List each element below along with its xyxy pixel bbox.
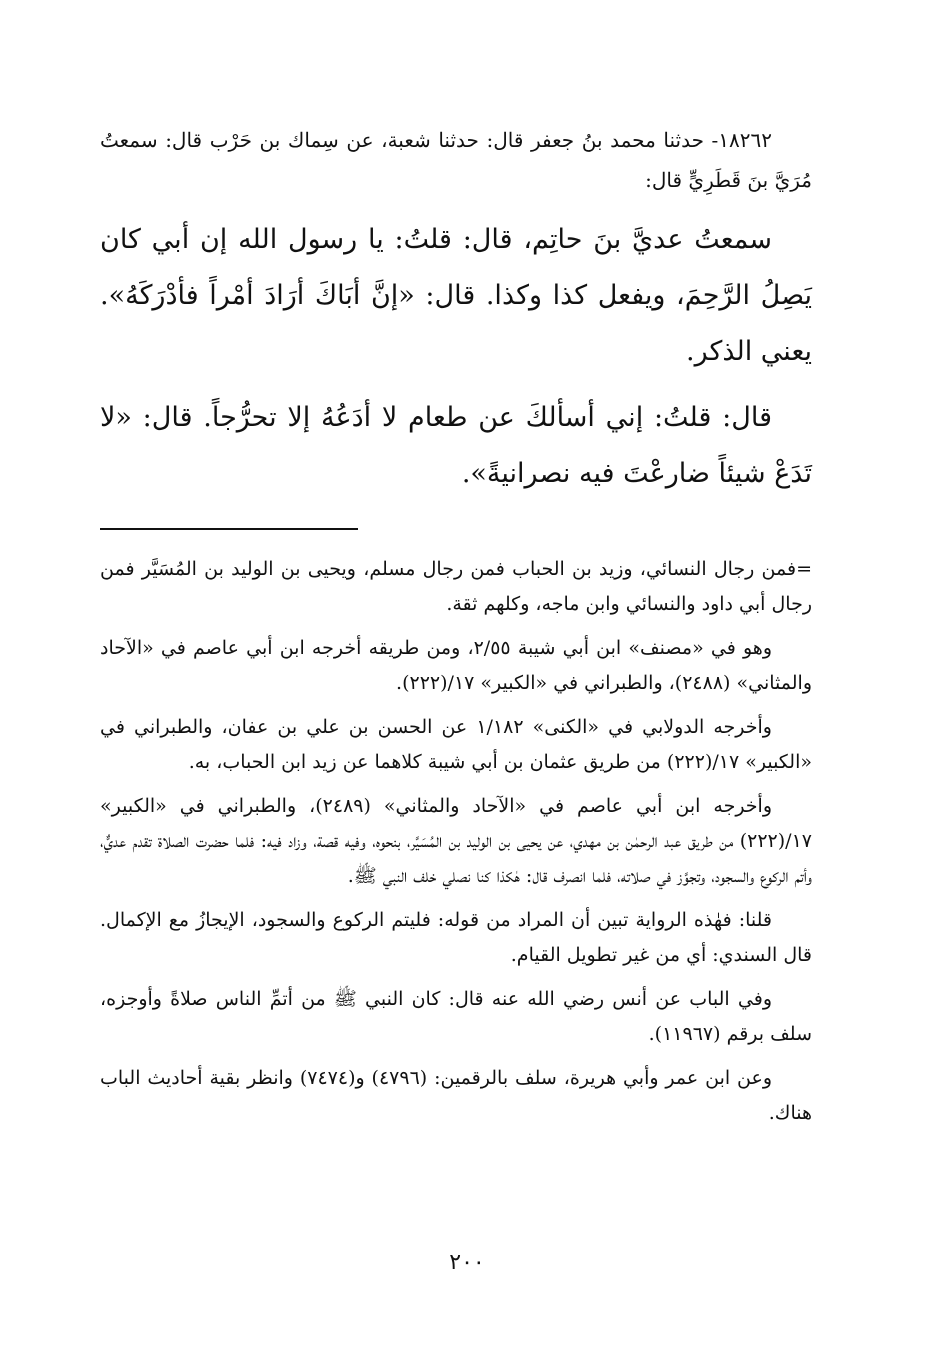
footnote-4: وأخرجه ابن أبي عاصم في «الآحاد والمثاني» (٢٤٨٩)، والطبراني في «الكبير» ١٧/(٢٢٢) من طريق عبد الرحمٰن بن مهدي، عن يحيى بن الوليد بن المُسَيَّر، بنحوه، وفيه قصة، وزاد فيه: فلما حضرت الصلاة تقدم عديٌّ، وأتم الركوع والسجود، وتجوَّز في صلاته، فلما انصرف قال: هٰكذا كنا نصلي خلف النبي ﷺ.	[100, 795, 812, 887]
footnote-5: قلنا: فهٰذه الرواية تبين أن المراد من قوله: فليتم الركوع والسجود، الإيجازُ مع الإكمال. قال السندي: أي من غير تطويل القيام.	[100, 909, 812, 966]
hadith-matn-paragraph-1: سمعتُ عديَّ بنَ حاتِم، قال: قلتُ: يا رسول الله إن أبي كان يَصِلُ الرَّحِمَ، ويفعل كذا وكذا. قال: «إنَّ أبَاكَ أرَادَ أمْراً فأدْرَكَهُ». يعني الذكر.	[100, 224, 812, 367]
document-page	[100, 120, 812, 1280]
hadith-matn-paragraph-2: قال: قلتُ: إني أسألكَ عن طعام لا أدَعُهُ إلا تحرُّجاً. قال: «لا تَدَعْ شيئاً ضارعْتَ فيه نصرانيةً».	[100, 402, 812, 489]
footnote-3: وأخرجه الدولابي في «الكنى» ١/١٨٢ عن الحسن بن علي بن عفان، والطبراني في «الكبير» ١٧/(٢٢٢) من طريق عثمان بن أبي شيبة كلاهما عن زيد ابن الحباب، به.	[100, 716, 812, 773]
hadith-isnad: ١٨٢٦٢- حدثنا محمد بنُ جعفر قال: حدثنا شعبة، عن سِماك بن حَرْب قال: سمعتُ مُرَيَّ بنَ قَطَرِيٍّ قال:	[100, 128, 812, 192]
page-number: ٢٠٠	[449, 1250, 485, 1275]
footnote-1: =فمن رجال النسائي، وزيد بن الحباب فمن رجال مسلم، ويحيى بن الوليد بن المُسَيَّر فمن رجال أبي داود والنسائي وابن ماجه، وكلهم ثقة.	[100, 558, 812, 615]
footnote-2: وهو في «مصنف» ابن أبي شيبة ٢/٥٥، ومن طريقه أخرجه ابن أبي عاصم في «الآحاد والمثاني» (٢٤٨٨)، والطبراني في «الكبير» ١٧/(٢٢٢).	[100, 637, 812, 694]
footnote-6: وفي الباب عن أنس رضي الله عنه قال: كان النبي ﷺ من أتمِّ الناس صلاةً وأوجزه، سلف برقم (١١٩٦٧).	[100, 988, 812, 1045]
footnote-separator-wrap	[100, 528, 812, 530]
footnote-separator	[100, 528, 358, 530]
footnote-7: وعن ابن عمر وأبي هريرة، سلف بالرقمين: (٤٧٩٦) و(٧٤٧٤) وانظر بقية أحاديث الباب هناك.	[100, 1067, 812, 1124]
